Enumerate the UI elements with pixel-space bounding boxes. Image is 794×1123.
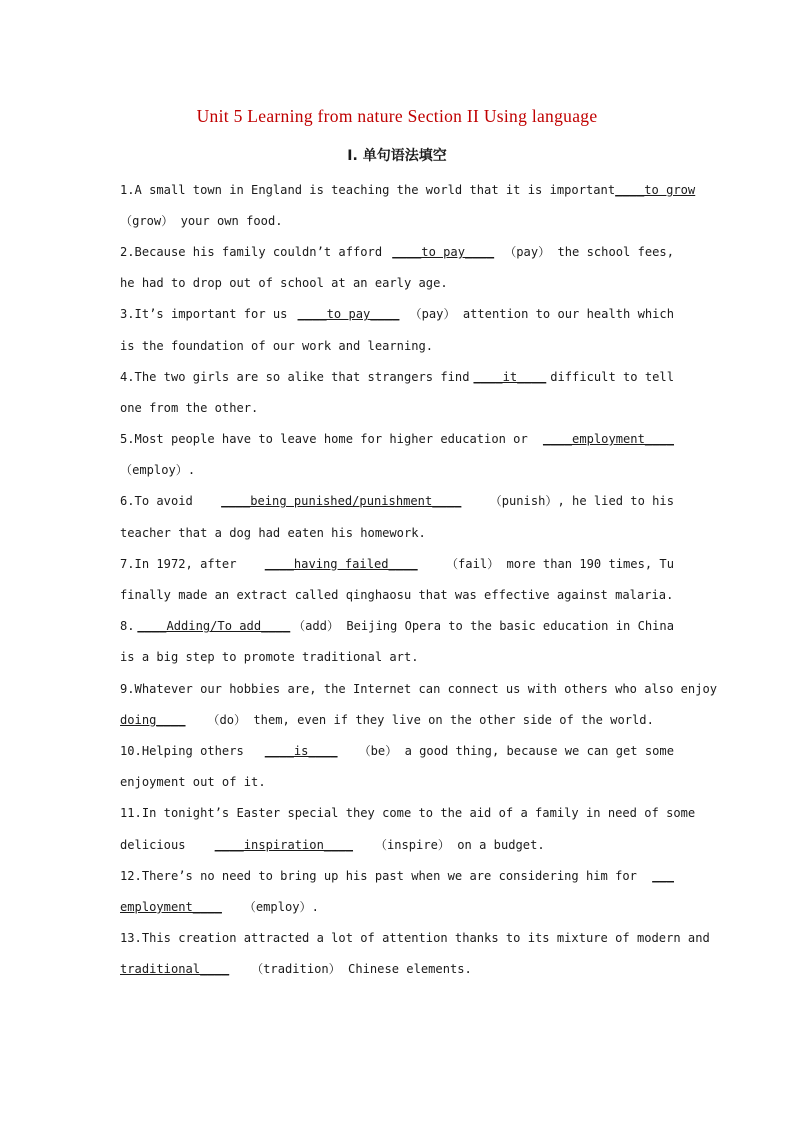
answer-blank: doing____ [120, 712, 186, 727]
question-1-line-1 [120, 174, 696, 205]
answer-blank: ____Adding/To add____ [137, 619, 291, 634]
question-4-line-1 [120, 361, 674, 392]
question-5-line-2 [120, 455, 674, 486]
question-text: （punish）, he lied to his [489, 494, 674, 509]
question-text: （employ）. [120, 463, 196, 478]
answer-blank: ____to pay____ [297, 307, 400, 322]
question-8-line-2 [120, 642, 674, 673]
question-text: is the foundation of our work and learning. [120, 338, 434, 353]
answer-blank: ____it____ [473, 369, 547, 384]
answer-blank: traditional____ [120, 962, 230, 977]
question-text: （pay） the school fees, [504, 244, 674, 259]
question-list [120, 174, 718, 985]
question-4-line-2 [120, 392, 674, 423]
question-9-line-2 [120, 704, 674, 735]
question-text: teacher that a dog had eaten his homework. [120, 525, 426, 540]
question-10-line-2 [120, 767, 674, 798]
question-13-line-2 [120, 954, 674, 985]
section-heading: Ⅰ. 单句语法填空 [347, 148, 447, 164]
question-text: he had to drop out of school at an early age. [120, 276, 448, 291]
question-text: 13.This creation attracted a lot of attention thanks to its mixture of modern and [120, 931, 710, 946]
question-text: （be） a good thing, because we can get some [358, 743, 674, 758]
question-5-line-1 [120, 424, 674, 455]
answer-blank: ____employment____ [542, 432, 674, 447]
question-9-line-1 [120, 673, 718, 704]
question-7-line-2 [120, 579, 674, 610]
answer-blank: ____to pay____ [392, 244, 495, 259]
answer-blank: ____inspiration____ [214, 837, 353, 852]
question-13-line-1 [120, 923, 710, 954]
question-text: 12.There’s no need to bring up his past when we are considering him for [120, 868, 637, 883]
question-text: 2.Because his family couldn’t afford [120, 244, 383, 259]
question-10-line-1 [120, 735, 674, 766]
question-text: 6.To avoid [120, 494, 193, 509]
answer-blank-start: ___ [652, 868, 674, 883]
question-1-line-2 [120, 205, 674, 236]
question-3-line-2 [120, 330, 674, 361]
question-text: 10.Helping others [120, 743, 244, 758]
answer-blank: ____is____ [264, 743, 338, 758]
question-text: （pay） attention to our health which [409, 307, 674, 322]
question-3-line-1 [120, 299, 674, 330]
question-text: 9.Whatever our hobbies are, the Internet can connect us with others who also enjoy [120, 681, 718, 696]
question-2-line-2 [120, 268, 674, 299]
question-text: enjoyment out of it. [120, 775, 266, 790]
question-text: （do） them, even if they live on the other side of the world. [207, 712, 654, 727]
question-text: 5.Most people have to leave home for higher education or [120, 432, 528, 447]
question-text: 4.The two girls are so alike that strangers find [120, 369, 470, 384]
question-text: （inspire） on a budget. [374, 837, 545, 852]
question-8-line-1 [120, 611, 674, 642]
question-text: （tradition） Chinese elements. [251, 962, 472, 977]
question-text: difficult to tell [550, 369, 674, 384]
question-text: （employ）. [243, 899, 319, 914]
question-text: （fail） more than 190 times, Tu [445, 556, 674, 571]
question-text: 3.It’s important for us [120, 307, 288, 322]
answer-blank: employment____ [120, 899, 222, 914]
question-text: 8. [120, 619, 135, 634]
question-12-line-1 [120, 860, 674, 891]
question-text: 1.A small town in England is teaching the world that it is important [120, 182, 616, 197]
answer-blank: ____having failed____ [264, 556, 418, 571]
question-text: is a big step to promote traditional art. [120, 650, 419, 665]
question-text: finally made an extract called qinghaosu that was effective against malaria. [120, 588, 674, 603]
question-12-line-2 [120, 891, 674, 922]
question-11-line-1 [120, 798, 696, 829]
question-text: （grow） your own food. [120, 213, 283, 228]
question-6-line-1 [120, 486, 674, 517]
question-text: 11.In tonight’s Easter special they come to the aid of a family in need of some [120, 806, 696, 821]
question-11-line-2 [120, 829, 674, 860]
document-title: Unit 5 Learning from nature Section II Using language [196, 106, 598, 126]
question-text: delicious [120, 837, 186, 852]
answer-blank: ____being punished/punishment____ [221, 494, 462, 509]
question-6-line-2 [120, 517, 674, 548]
question-2-line-1 [120, 236, 674, 267]
question-text: one from the other. [120, 400, 259, 415]
answer-blank: ____to grow [615, 182, 696, 197]
question-text: （add） Beijing Opera to the basic education in China [293, 619, 674, 634]
question-text: 7.In 1972, after [120, 556, 237, 571]
question-7-line-1 [120, 548, 674, 579]
